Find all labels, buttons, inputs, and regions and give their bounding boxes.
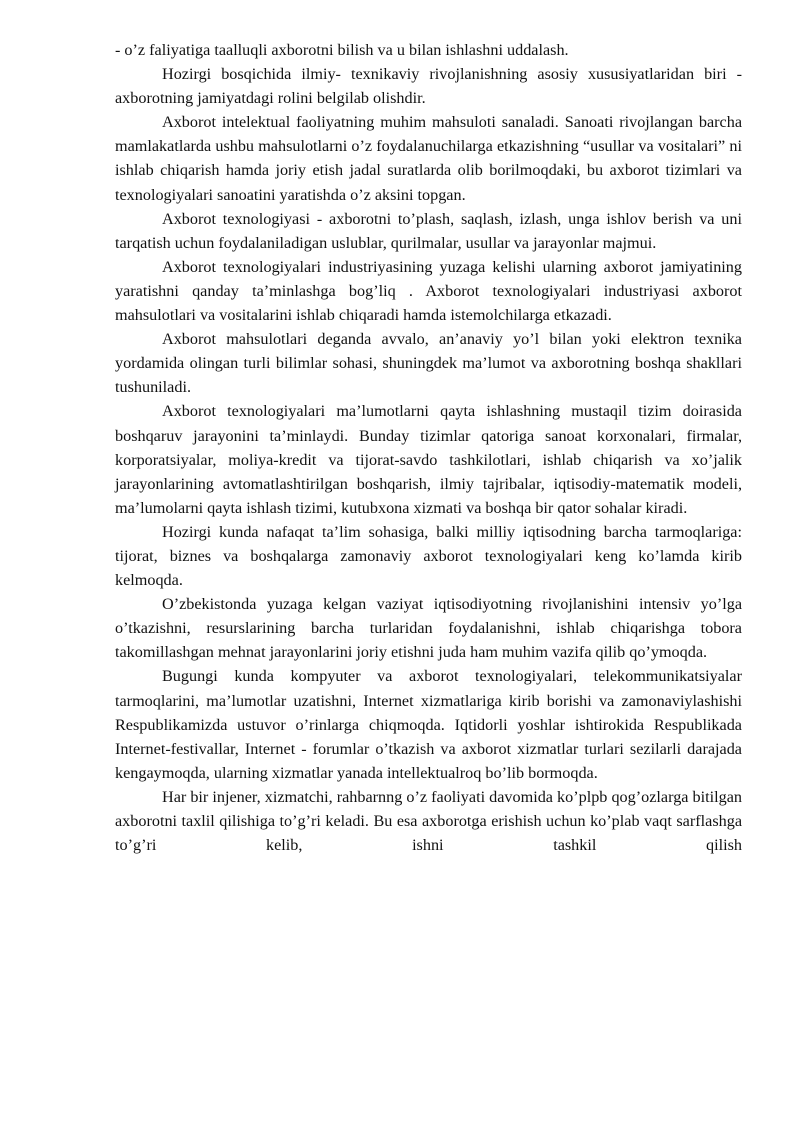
paragraph-8: Hozirgi kunda nafaqat ta’lim sohasiga, balki milliy iqtisodning barcha tarmoqlariga: tijorat, biznes va boshqalarga zamonaviy axborot texnologiyalari keng ko’lamda kirib kelmoqda. <box>115 522 742 590</box>
paragraph-11: Har bir injener, xizmatchi, rahbarnng o’z faoliyati davomida ko’plpb qog’ozlarga bitilgan axborotni taxlil qilishiga to’g’ri keladi. Bu esa axborotga erishish uchun ko’plab vaqt sarflashga to’g’ri kelib, ishni tashkil qilish <box>115 787 742 855</box>
paragraph-1: - o’z faliyatiga taalluqli axborotni bilish va u bilan ishlashni uddalash. <box>115 41 569 59</box>
paragraph-9: O’zbekistonda yuzaga kelgan vaziyat iqtisodiyotning rivojlanishini intensiv yo’lga o’tkazishni, resurslarining barcha turlaridan foydalanishni, ishlab chiqarishga tobora takomillashgan mehnat jarayonlarini joriy etishni juda ham muhim vazifa qilib qo’ymoqda. <box>115 595 742 662</box>
paragraph-5: Axborot texnologiyalari industriyasining yuzaga kelishi ularning axborot jamiyatining yaratishni qanday ta’minlashga bog’liq . Axborot texnologiyalari industriyasi axborot mahsulotlari va vositalarini ishlab chiqaradi hamda istemolchilarga etkazadi. <box>115 257 742 325</box>
paragraph-10: Bugungi kunda kompyuter va axborot texnologiyalari, telekommunikatsiyalar tarmoqlarini, ma’lumotlar uzatishni, Internet xizmatlariga kirib borishi va zamonaviylashishi Respublikamizda ustuvor o’rinlarga chiqmoqda. Iqtidorli yoshlar ishtirokida Respublikada Internet-festivallar, Internet - forumlar o’tkazish va axborot xizmatlar turlari sezilarli darajada kengaymoqda, ularning xizmatlar yanada intellektualroq bo’lib bormoqda. <box>115 667 742 782</box>
paragraph-4: Axborot texnologiyasi - axborotni to’plash, saqlash, izlash, unga ishlov berish va uni tarqatish uchun foydalaniladigan uslublar, qurilmalar, usullar va jarayonlar majmui. <box>115 209 742 252</box>
paragraph-6: Axborot mahsulotlari deganda avvalo, an’anaviy yo’l bilan yoki elektron texnika yordamida olingan turli bilimlar sohasi, shuningdek ma’lumot va axborotning boshqa shakllari tushuniladi. <box>115 330 742 397</box>
paragraph-3: Axborot intelektual faoliyatning muhim mahsuloti sanaladi. Sanoati rivojlangan barcha mamlakatlarda ushbu mahsulotlarni o’z foydalanuchilarga etkazishning “usullar va vositalari” ni ishlab chiqarish hamda joriy etish jadal suratlarda olib borilmoqdaki, bu axborot tizimlari va texnologiyalari sanoatini yaratishda o’z aksini topgan. <box>115 113 742 204</box>
paragraph-2: Hozirgi bosqichida ilmiy- texnikaviy rivojlanishning asosiy xususiyatlaridan biri - axborotning jamiyatdagi rolini belgilab olishdir. <box>115 65 742 108</box>
document-page <box>115 38 742 857</box>
paragraph-7: Axborot texnologiyalari ma’lumotlarni qayta ishlashning mustaqil tizim doirasida boshqaruv jarayonini ta’minlaydi. Bunday tizimlar qatoriga sanoat korxonalari, firmalar, korporatsiyalar, moliya-kredit va tijorat-savdo tashkilotlari, ishlab chiqarish va xo’jalik jarayonlarining avtomatlashtirilgan boshqarish, ilmiy tajribalar, iqtisodiy-matematik modeli, ma’lumolarni qayta ishlash tizimi, kutubxona xizmati va boshqa bir qator sohalar kiradi. <box>115 402 742 517</box>
